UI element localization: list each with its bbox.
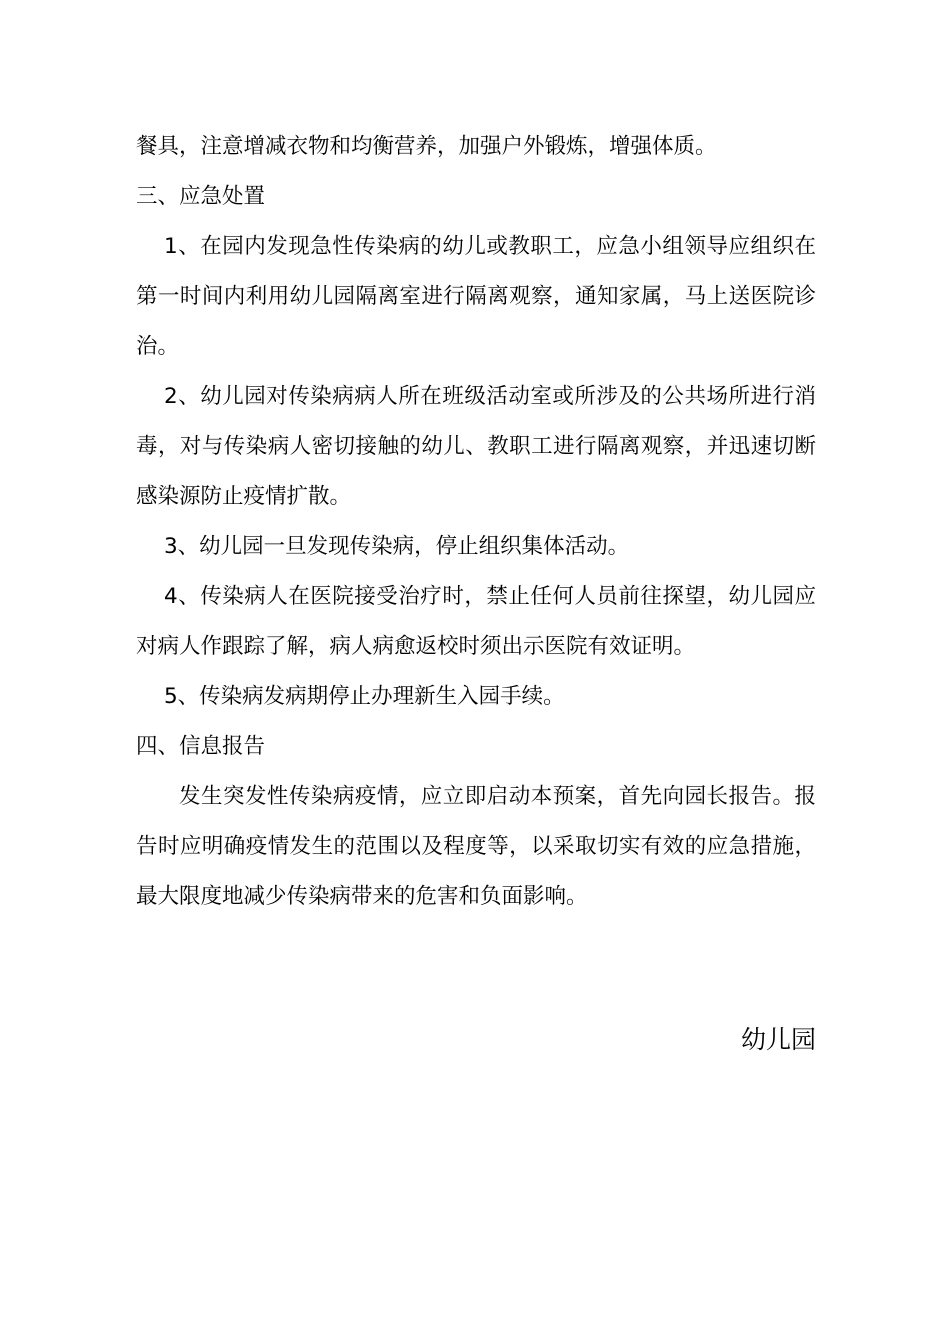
list-item-4: 4、传染病人在医院接受治疗时，禁止任何人员前往探望，幼儿园应对病人作跟踪了解，病人病愈返校时须出示医院有效证明。 xyxy=(136,584,816,659)
section-heading-emergency-response: 三、应急处置 xyxy=(136,184,266,209)
list-item-5: 5、传染病发病期停止办理新生入园手续。 xyxy=(164,684,565,709)
list-item-3: 3、幼儿园一旦发现传染病，停止组织集体活动。 xyxy=(164,534,630,559)
list-item-2: 2、幼儿园对传染病病人所在班级活动室或所涉及的公共场所进行消毒，对与传染病人密切接触的幼儿、教职工进行隔离观察，并迅速切断感染源防止疫情扩散。 xyxy=(136,384,816,509)
paragraph-continuation: 餐具，注意增减衣物和均衡营养，加强户外锻炼，增强体质。 xyxy=(136,134,717,159)
document-body xyxy=(136,122,816,922)
report-paragraph: 发生突发性传染病疫情，应立即启动本预案，首先向园长报告。报告时应明确疫情发生的范围以及程度等，以采取切实有效的应急措施，最大限度地减少传染病带来的危害和负面影响。 xyxy=(136,784,816,909)
list-item-1: 1、在园内发现急性传染病的幼儿或教职工，应急小组领导应组织在第一时间内利用幼儿园隔离室进行隔离观察，通知家属，马上送医院诊治。 xyxy=(136,234,816,359)
signature-organization: 幼儿园 xyxy=(740,1025,816,1054)
section-heading-information-report: 四、信息报告 xyxy=(136,734,266,759)
